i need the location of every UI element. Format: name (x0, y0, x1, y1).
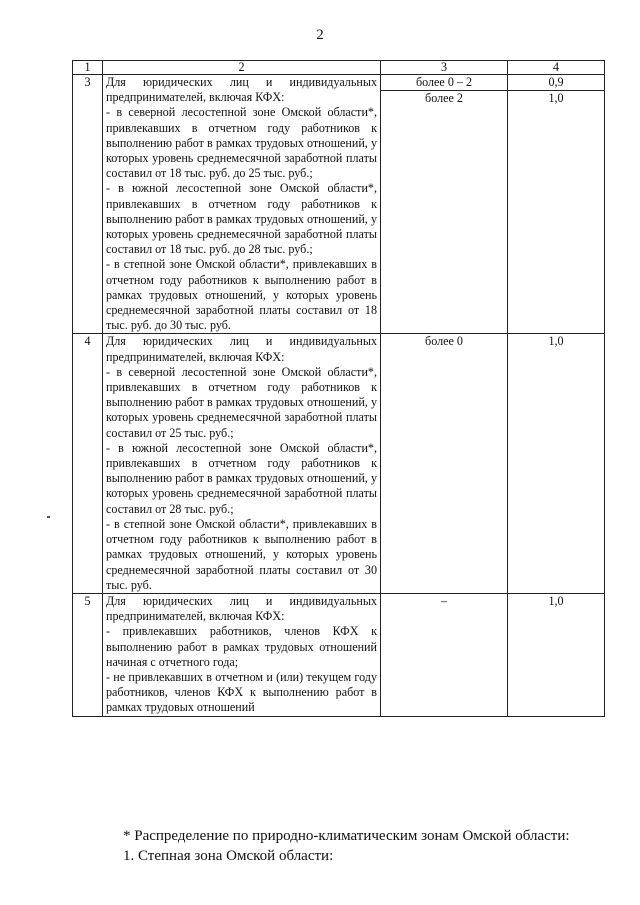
threshold-value: более 0 (425, 334, 463, 349)
description-paragraph: - в степной зоне Омской области*, привлекавших в отчетном году работников к выполнению работ в рамках трудовых отношений, у которых уровень среднемесячной заработной платы составил от 18 тыс. руб. до 30 тыс. руб. (106, 257, 377, 333)
description-paragraph: - в южной лесостепной зоне Омской области*, привлекавших в отчетном году работников к выполнению работ в рамках трудовых отношений, у которых уровень среднемесячной заработной платы составил от 28 тыс. руб.; (106, 440, 377, 516)
coefficient-cell (508, 75, 605, 334)
threshold-cell (381, 75, 508, 334)
description-paragraph: Для юридических лиц и индивидуальных предпринимателей, включая КФХ: (106, 75, 377, 105)
description-paragraph: - привлекавших работников, членов КФХ к выполнению работ в рамках трудовых отношений начиная с отчетного года; (106, 624, 377, 669)
description-paragraph: Для юридических лиц и индивидуальных предпринимателей, включая КФХ: (106, 593, 377, 624)
row-description (103, 75, 381, 334)
threshold-value: – (440, 593, 448, 608)
header-cell-1: 1 (73, 61, 103, 75)
threshold-cell (381, 593, 508, 716)
coefficient-cell (508, 334, 605, 593)
header-cell-4: 4 (508, 61, 605, 75)
footnote (123, 826, 570, 866)
threshold-value: более 2 (381, 90, 507, 106)
footnote-line: 1. Степная зона Омской области: (123, 848, 334, 864)
description-paragraph: - в степной зоне Омской области*, привлекавших в отчетном году работников к выполнению работ в рамках трудовых отношений, у которых уровень среднемесячной заработной платы составил от 30 тыс. руб. (106, 516, 377, 592)
description-paragraph: - не привлекавших в отчетном и (или) текущем году работников, членов КФХ к выполнению работ в рамках трудовых отношений (106, 669, 377, 715)
row-description (103, 593, 381, 716)
row-number: 5 (73, 593, 103, 716)
coefficient-value: 1,0 (508, 90, 604, 106)
footnote-line: * Распределение по природно-климатическим зонам Омской области: (123, 828, 570, 844)
coefficient-cell (508, 593, 605, 716)
threshold-value: более 0 – 2 (415, 75, 473, 89)
row-number: 4 (73, 334, 103, 593)
description-paragraph: Для юридических лиц и индивидуальных предпринимателей, включая КФХ: (106, 334, 377, 364)
table-header-row (73, 61, 605, 75)
header-cell-3: 3 (381, 61, 508, 75)
coefficients-table (72, 60, 605, 717)
coefficient-value: 1,0 (548, 593, 564, 608)
description-paragraph: - в северной лесостепной зоне Омской области*, привлекавших в отчетном году работников к выполнению работ в рамках трудовых отношений, у которых уровень среднемесячной заработной платы составил от 18 тыс. руб. до 25 тыс. руб.; (106, 105, 377, 181)
description-paragraph: - в южной лесостепной зоне Омской области*, привлекавших в отчетном году работников к выполнению работ в рамках трудовых отношений, у которых уровень среднемесячной заработной платы составил от 18 тыс. руб. до 28 тыс. руб.; (106, 181, 377, 257)
coefficient-value: 0,9 (548, 75, 564, 89)
row-description (103, 334, 381, 593)
header-cell-2: 2 (103, 61, 381, 75)
table-row (73, 75, 605, 334)
description-paragraph: - в северной лесостепной зоне Омской области*, привлекавших в отчетном году работников к выполнению работ в рамках трудовых отношений, у которых уровень среднемесячной заработной платы составил от 25 тыс. руб.; (106, 364, 377, 440)
page-number: 2 (316, 27, 324, 43)
table-row (73, 593, 605, 716)
row-number: 3 (73, 75, 103, 334)
table-row (73, 334, 605, 593)
coefficient-value: 1,0 (548, 334, 564, 349)
threshold-cell (381, 334, 508, 593)
scan-speck (47, 516, 50, 518)
